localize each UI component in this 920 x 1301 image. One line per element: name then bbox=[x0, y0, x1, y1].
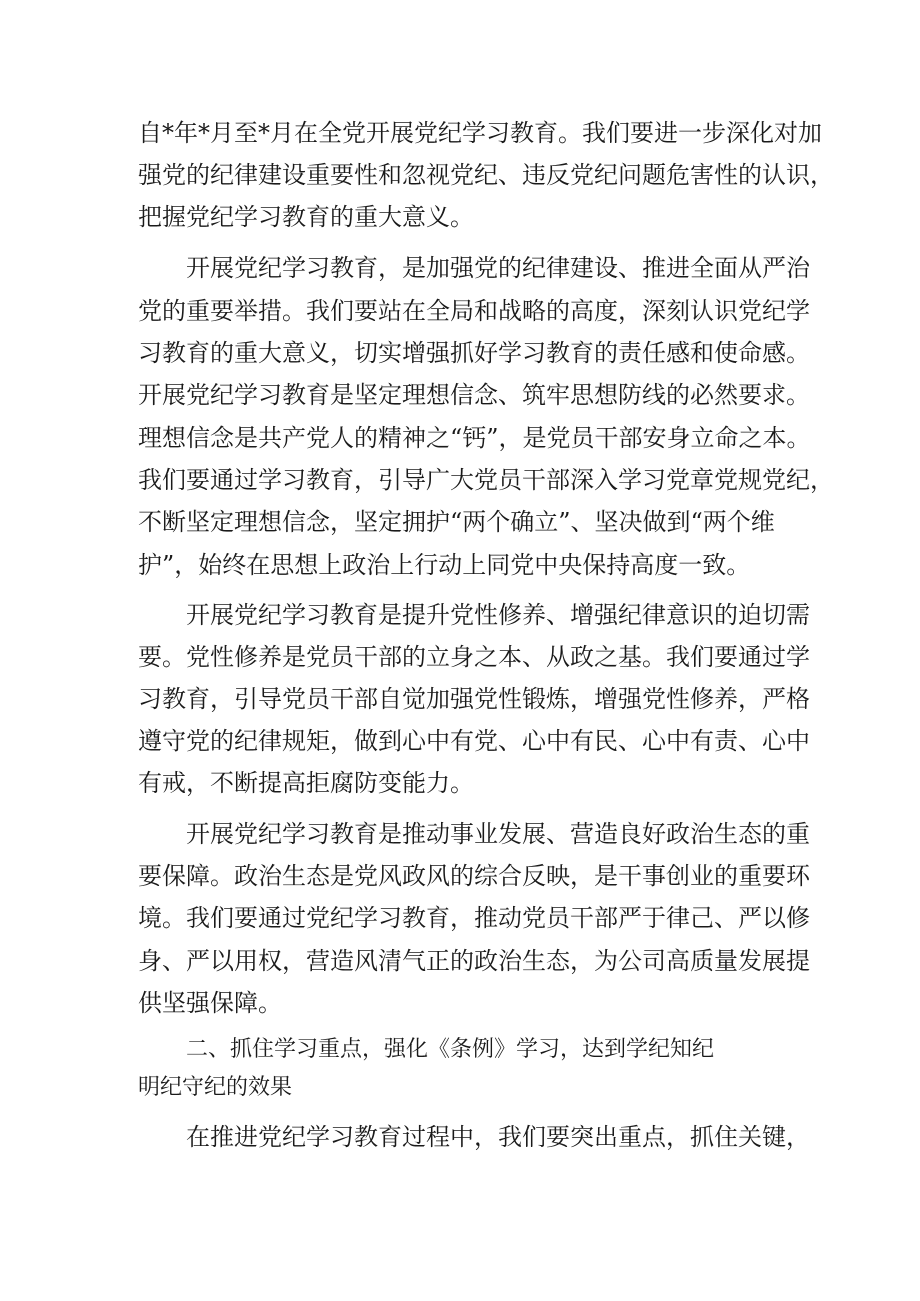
paragraph-line-1: 自*年*月至*月在全党开展党纪学习教育。我们要进一步深化对加 bbox=[138, 119, 822, 147]
paragraph-line-21: 供坚强保障。 bbox=[138, 989, 282, 1017]
paragraph-line-12: 开展党纪学习教育是提升党性修养、增强纪律意识的迫切需 bbox=[186, 601, 810, 629]
paragraph-line-20: 身、严以用权，营造风清气正的政治生态，为公司高质量发展提 bbox=[138, 947, 810, 975]
section-heading-line-2: 明纪守纪的效果 bbox=[138, 1075, 293, 1100]
paragraph-line-19: 境。我们要通过党纪学习教育，推动党员干部严于律己、严以修 bbox=[138, 904, 810, 932]
paragraph-line-6: 习教育的重大意义，切实增强抓好学习教育的责任感和使命感。 bbox=[138, 339, 810, 367]
paragraph-line-2: 强党的纪律建设重要性和忽视党纪、违反党纪问题危害性的认识， bbox=[138, 161, 834, 189]
paragraph-line-11: 护”，始终在思想上政治上行动上同党中央保持高度一致。 bbox=[138, 551, 751, 579]
paragraph-line-16: 有戒，不断提高拒腐防变能力。 bbox=[138, 769, 474, 797]
paragraph-line-8: 理想信念是共产党人的精神之“钙”，是党员干部安身立命之本。 bbox=[138, 424, 811, 452]
paragraph-line-18: 要保障。政治生态是党风政风的综合反映，是干事创业的重要环 bbox=[138, 862, 810, 890]
paragraph-line-3: 把握党纪学习教育的重大意义。 bbox=[138, 203, 474, 231]
paragraph-line-9: 我们要通过学习教育，引导广大党员干部深入学习党章党规党纪， bbox=[138, 466, 834, 494]
paragraph-line-5: 党的重要举措。我们要站在全局和战略的高度，深刻认识党纪学 bbox=[138, 297, 810, 325]
section-heading-line-1: 二、抓住学习重点，强化《条例》学习，达到学纪知纪 bbox=[186, 1037, 715, 1062]
paragraph-line-10: 不断坚定理想信念，坚定拥护“两个确立”、坚决做到“两个维 bbox=[138, 508, 775, 536]
paragraph-line-15: 遵守党的纪律规矩，做到心中有党、心中有民、心中有责、心中 bbox=[138, 727, 810, 755]
paragraph-line-13: 要。党性修养是党员干部的立身之本、从政之基。我们要通过学 bbox=[138, 643, 810, 671]
paragraph-line-14: 习教育，引导党员干部自觉加强党性锻炼，增强党性修养，严格 bbox=[138, 685, 810, 713]
paragraph-line-7: 开展党纪学习教育是坚定理想信念、筑牢思想防线的必然要求。 bbox=[138, 381, 810, 409]
paragraph-line-22: 在推进党纪学习教育过程中，我们要突出重点，抓住关键， bbox=[186, 1123, 810, 1151]
paragraph-line-17: 开展党纪学习教育是推动事业发展、营造良好政治生态的重 bbox=[186, 820, 810, 848]
paragraph-line-4: 开展党纪学习教育，是加强党的纪律建设、推进全面从严治 bbox=[186, 254, 810, 282]
